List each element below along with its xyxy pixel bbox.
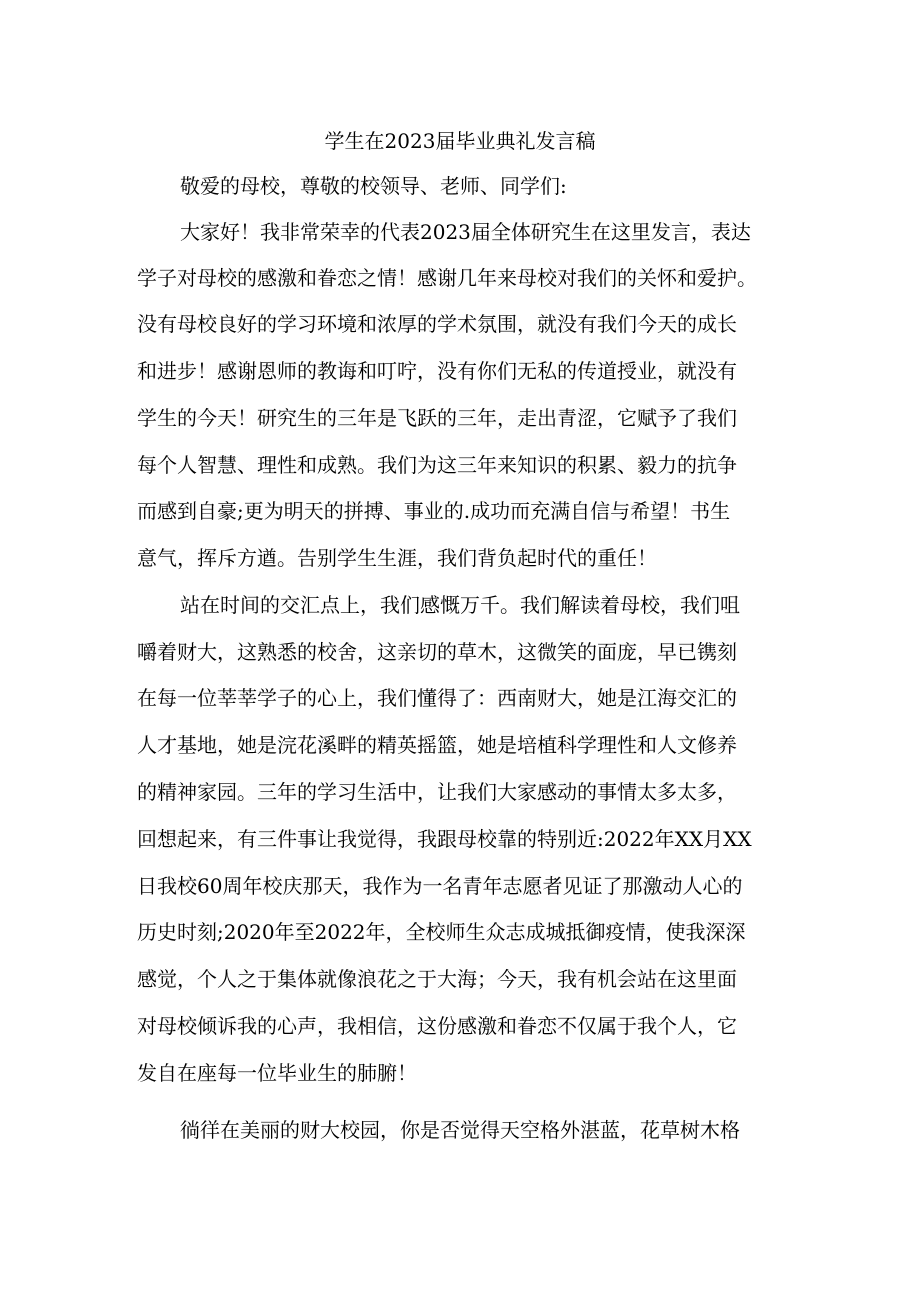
paragraph-3-line-1: 徜徉在美丽的财大校园，你是否觉得天空格外湛蓝，花草树木格 xyxy=(180,1118,740,1142)
paragraph-2-line-1: 站在时间的交汇点上，我们感慨万千。我们解读着母校，我们咀 xyxy=(180,593,740,617)
paragraph-1-line-2: 学子对母校的感激和眷恋之情！感谢几年来母校对我们的关怀和爱护。 xyxy=(137,266,757,290)
document-title: 学生在2023届毕业典礼发言稿 xyxy=(324,129,596,153)
paragraph-2-line-8: 历史时刻;2020年至2022年，全校师生众志成城抵御疫情，使我深深 xyxy=(137,920,746,944)
paragraph-2-line-5: 的精神家园。三年的学习生活中，让我们大家感动的事情太多太多， xyxy=(137,780,737,804)
paragraph-2-line-10: 对母校倾诉我的心声，我相信，这份感激和眷恋不仅属于我个人，它 xyxy=(137,1014,737,1038)
paragraph-2-line-11: 发自在座每一位毕业生的肺腑！ xyxy=(137,1061,417,1085)
paragraph-2-line-6: 回想起来，有三件事让我觉得，我跟母校靠的特别近:2022年XX月XX xyxy=(137,827,752,851)
paragraph-2-line-9: 感觉，个人之于集体就像浪花之于大海；今天，我有机会站在这里面 xyxy=(137,967,737,991)
paragraph-1-line-4: 和进步！感谢恩师的教诲和叮咛，没有你们无私的传道授业，就没有 xyxy=(137,359,737,383)
paragraph-2-line-7: 日我校60周年校庆那天，我作为一名青年志愿者见证了那激动人心的 xyxy=(137,874,743,898)
paragraph-2-line-3: 在每一位莘莘学子的心上，我们懂得了：西南财大，她是江海交汇的 xyxy=(137,686,737,710)
paragraph-2-line-4: 人才基地，她是浣花溪畔的精英摇篮，她是培植科学理性和人文修养 xyxy=(137,733,737,757)
paragraph-1-line-5: 学生的今天！研究生的三年是飞跃的三年，走出青涩，它赋予了我们 xyxy=(137,406,737,430)
paragraph-1-line-8: 意气，挥斥方遒。告别学生生涯，我们背负起时代的重任！ xyxy=(137,546,657,570)
paragraph-1-line-6: 每个人智慧、理性和成熟。我们为这三年来知识的积累、毅力的抗争 xyxy=(137,453,737,477)
paragraph-1-line-1: 大家好！我非常荣幸的代表2023届全体研究生在这里发言，表达 xyxy=(180,220,751,244)
paragraph-1-line-7: 而感到自豪;更为明天的拼搏、事业的.成功而充满自信与希望！书生 xyxy=(137,499,731,523)
paragraph-2-line-2: 嚼着财大，这熟悉的校舍，这亲切的草木，这微笑的面庞，早已镌刻 xyxy=(137,640,737,664)
paragraph-1-line-3: 没有母校良好的学习环境和浓厚的学术氛围，就没有我们今天的成长 xyxy=(137,312,737,336)
greeting-line: 敬爱的母校，尊敬的校领导、老师、同学们: xyxy=(180,174,567,198)
